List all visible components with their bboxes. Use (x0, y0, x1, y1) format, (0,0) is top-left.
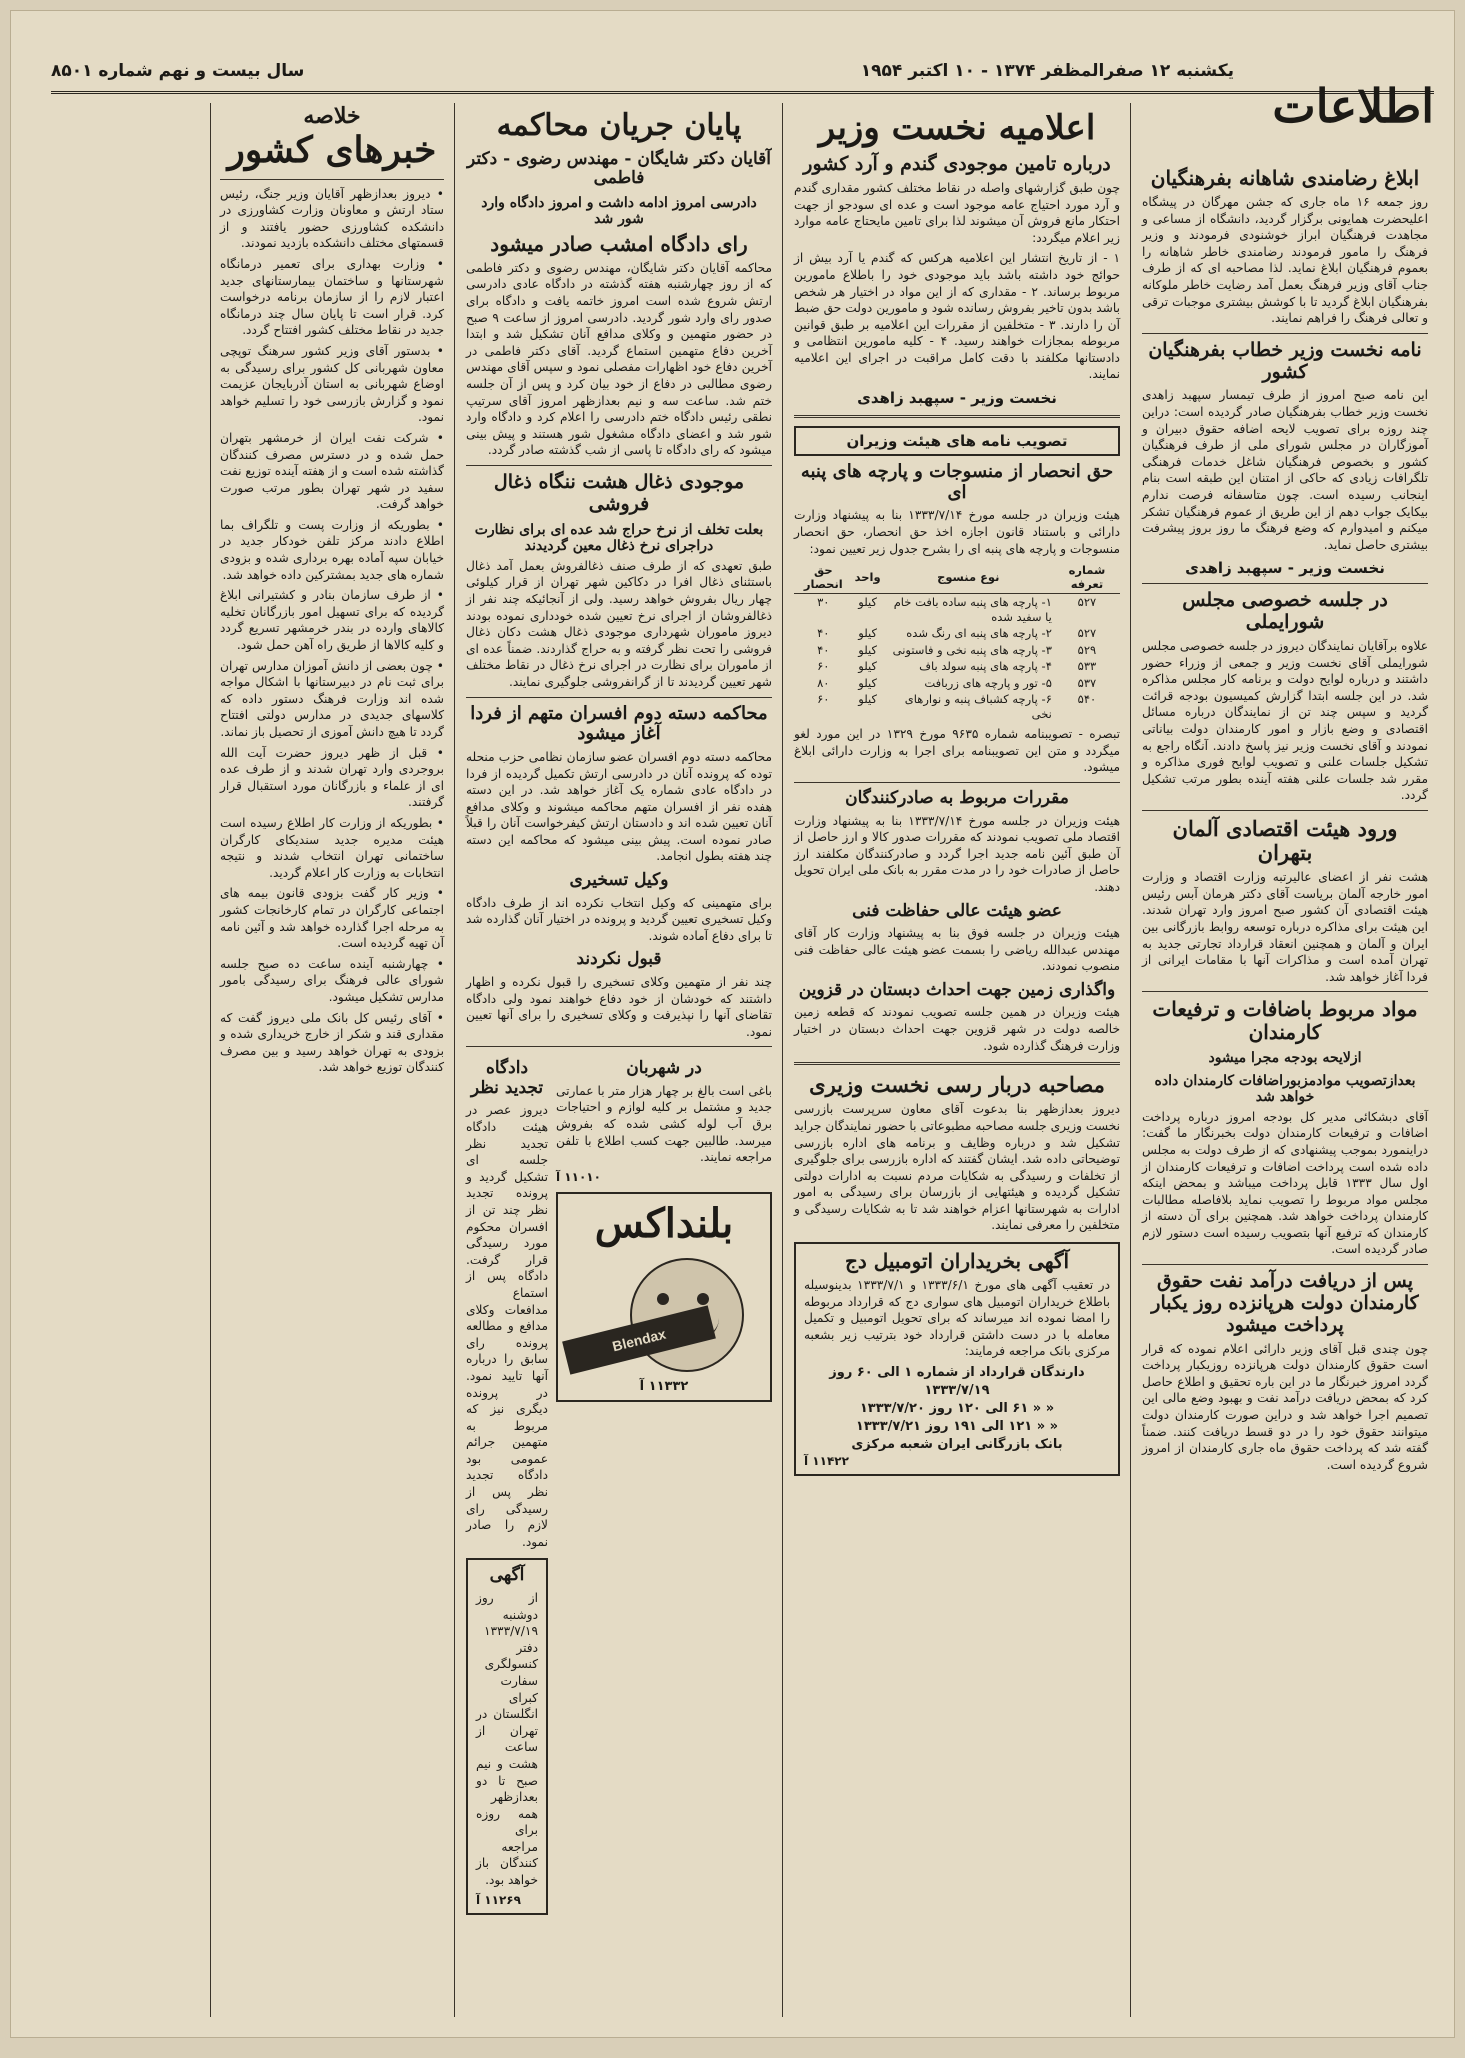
subheadline: ازلایحه بودجه مجرا میشود (1208, 1050, 1362, 1067)
newspaper-brand: اطلاعات (1272, 79, 1434, 133)
column-rule (782, 103, 783, 2017)
table-cell: ۵۳۳ (1077, 659, 1097, 674)
headline-shemiran: در شهربان (626, 1058, 702, 1079)
table-cell: ۴۰ (817, 642, 830, 657)
table-row (794, 691, 1120, 722)
ad-code: ۱۱۴۲۲ آ (804, 1454, 849, 1469)
table-cell: ۵- تور و پارچه های زربافت (924, 675, 1052, 690)
headline-appeal-court: دادگاه تجدید نظر (470, 1058, 544, 1098)
table-cell: ۵۲۷ (1077, 626, 1097, 641)
table-cell: کیلو (858, 642, 877, 657)
lower-right (556, 1053, 772, 1922)
table-row (794, 675, 1120, 692)
table-cell: ۳- پارچه های پنبه نخی و فاستونی (892, 642, 1052, 657)
subheadline: درباره تامین موجودی گندم و آرد کشور (803, 153, 1111, 176)
ad-code: ۱۱۲۶۹ آ (476, 1892, 521, 1907)
section-label: خلاصه (303, 103, 361, 129)
table-row (794, 625, 1120, 642)
divider (1142, 810, 1428, 811)
subheadline: رای دادگاه امشب صادر میشود (490, 231, 748, 256)
column-3 (460, 103, 778, 2017)
ad-line: « « ۶۱ الی ۱۲۰ روز ۱۳۳۳/۷/۲۰ (859, 1401, 1055, 1417)
article-body: ۱ - از تاریخ انتشار این اعلامیه هرکس که گندم یا آرد بیش از حوائج خود داشته باشد باید موجودی خود را باطلاع مامورین مربوط برساند. ۲ - مقداری که از این مواد در اختیار هر شخص باشد بدون تاخیر بفروش رسانده شود و مامورین دولت حق ضبط آن را دارند. ۳ - متخلفین از مقررات این اعلامیه بر طبق قوانین مربوطه بمجازات خواهند رسید. ۴ - کلیه مامورین انتظامی و دادستانها مکلفند با دقت کامل مراقبت در اجرای این اعلامیه نمایند. (794, 251, 1120, 382)
table-cell: کیلو (858, 595, 877, 610)
article-body: این نامه صبح امروز از طرف تیمسار سپهبد زاهدی نخست وزیر خطاب بفرهنگیان صادر گردیده است: دراین چند روزه برای تصویب لایحه اضافه حقوق دبیران و آموزگاران در مجلس شورای ملی از طرف فرهنگیان کشور و بخصوص فرهنگیان شاغل خدمات فرهنگی تلگرافات زیادی که حاکی از امتنان این طبقه است بنام اینجانب رسیده است. چون متاسفانه فرصت ندارم بیکایک جواب دهم از این طریق از عموم فرهنگیان تشکر میکنم و امیدوارم که وضع فرهنگ ما روز بروز پیشرفت بیشتری حاصل نماید. (1142, 388, 1428, 552)
article-body: محاکمه دسته دوم افسران عضو سازمان نظامی حزب منحله توده که پرونده آنان در دادرسی ارتش تکمیل گردیده از فردا در دادگاه عادی شماره یک آغاز خواهد شد. در این دسته هفده نفر از افسران متهم محاکمه میشوند و وکلای مدافع آنان تعیین شده اند و دادستان ارتش کیفرخواست آنان را قبلاً صادر نموده است. پیش بینی میشود که محاکمه این دسته چند هفته بطول انجامد. (466, 749, 772, 864)
issue-line: سال بیست و نهم شماره ۸۵۰۱ (51, 61, 305, 81)
ad-body: از روز دوشنبه ۱۳۳۳/۷/۱۹ دفتر کنسولگری سفارت کبرای انگلستان در تهران از ساعت هشت و نیم صبح تا دو بعدازظهر همه روزه برای مراجعه کنندگان باز خواهد بود. (476, 1590, 538, 1888)
blendax-logo: بلنداکس (594, 1199, 734, 1247)
table-cell: ۲- پارچه های پنبه ای رنگ شده (906, 626, 1052, 641)
headline-employee-raises: مواد مربوط باضافات و ترفیعات کارمندان (1152, 997, 1418, 1045)
ad-line: دارندگان قرارداد از شماره ۱ الی ۶۰ روز ۱۳۳۳/۷/۱۹ (829, 1365, 1085, 1399)
headline-salary-payment: پس از دریافت درآمد نفت حقوق کارمندان دولت هرپانزده روز یکبار پرداخت میشود (1151, 1270, 1419, 1336)
article-body: چند نفر از متهمین وکلای تسخیری را قبول نکرده و اظهار داشتند که خودشان از خود دفاع خواهند نمود ولی دادگاه تقاضای آنها را نپذیرفت و وکلای تسخیری را برای آنها تعیین نمود. (466, 974, 772, 1039)
smiling-face-illustration (564, 1253, 764, 1373)
news-item: • بدستور آقای وزیر کشور سرهنگ توپچی معاون شهربانی کل کشور برای رسیدگی به اوضاع شهربانی به استان آذربایجان عزیمت نمود و گزارش بازرسی خود را تسلیم خواهد نمود. (220, 343, 444, 426)
eye-icon (657, 1293, 669, 1305)
article-body: برای متهمینی که وکیل انتخاب نکرده اند از طرف دادگاه وکیل تسخیری تعیین گردید و پرونده در اختیار آنان گذارده شد تا برای دفاع آماده شوند. (466, 895, 772, 943)
divider (220, 179, 444, 180)
article-body: هشت نفر از اعضای عالیرتبه وزارت اقتصاد و وزارت امور خارجه آلمان بریاست آقای دکتر هرمان آبس رئیس هیئت اقتصادی آن کشور صبح امروز وارد تهران شدند. این هیئت برای مذاکره درباره توسعه روابط بازرگانی بین ایران و آلمان و همچنین انعقاد قرارداد تجارتی جدید به تهران آمده است و مذاکرات آنها با مقامات ایرانی از فردا آغاز خواهد شد. (1142, 870, 1428, 984)
table-cell: ۴۰ (817, 626, 830, 641)
article-body: دیروز عصر در هیئت دادگاه تجدید نظر جلسه ای تشکیل گردید و پرونده تجدید نظر چند تن از افسران محکوم مورد رسیدگی قرار گرفت. دادگاه پس از استماع مدافعات وکلای مدافع و مطالعه پرونده رای سابق را درباره آنها تایید نمود. در پرونده دیگری نیز که مربوط به متهمین جرائم عمومی بود دادگاه تجدید نظر پس از رسیدگی رای لازم را صادر نمود. (466, 1103, 548, 1549)
divider (794, 1062, 1120, 1065)
subheadline: دادرسی امروز ادامه داشت و امروز دادگاه وارد شور شد (481, 194, 757, 227)
date-line: یکشنبه ۱۲ صفرالمظفر ۱۳۷۴ - ۱۰ اکتبر ۱۹۵۴ (860, 61, 1234, 81)
news-item: • بطوریکه از وزارت کار اطلاع رسیده است هیئت مدیره جدید سندیکای کارگران ساختمانی تهران انتخاب شدند و نتیجه انتخابات به وزارت کار اعلام گردید. (220, 815, 444, 881)
ad-title: آگهی (489, 1565, 525, 1586)
article-body: دیروز بعدازظهر بنا بدعوت آقای معاون سرپرست بازرسی نخست وزیری جلسه مصاحبه مطبوعاتی با حضور نمایندگان جراید تشکیل شد و درباره وظایف و برنامه های اداره بازرسی توضیحاتی داده شد. ایشان گفتند که اداره بازرسی برای جلوگیری از تخلفات و رسیدگی به شکایات مردم نسبت به ادارات دولتی تشکیل گردیده و هیئتهایی از بازرسان برای رسیدگی به امور ادارات به شهرستانها اعزام خواهند شد تا به شکایات رسیدگی و متخلفین را معرفی نمایند. (794, 1102, 1120, 1233)
table-cell: کیلو (858, 626, 877, 641)
ad-footer: بانک بازرگانی ایران شعبه مرکزی (851, 1437, 1063, 1453)
divider (794, 415, 1120, 418)
divider (1142, 991, 1428, 992)
blendax-advertisement (556, 1192, 772, 1402)
table-cell: ۳۰ (817, 595, 830, 610)
divider (466, 697, 772, 698)
headline-school-land: واگذاری زمین جهت احداث دبستان در قزوین (798, 979, 1116, 1000)
ad-title: آگهی بخریداران اتومبیل دج (844, 1249, 1070, 1274)
table-cell: ۱- پارچه های پنبه ساده بافت خام یا سفید شده (893, 595, 1052, 624)
news-item: • وزیر کار گفت بزودی قانون بیمه های اجتماعی کارگران در تمام کارخانجات کشور به مرحله اجرا گذارده خواهد شد و آئین نامه آن تهیه گردیده است. (220, 885, 444, 951)
ad-line: « « ۱۲۱ الی ۱۹۱ روز ۱۳۳۳/۷/۲۱ (855, 1419, 1059, 1435)
news-item: • بطوریکه از وزارت پست و تلگراف بما اطلاع دادند مرکز تلفن خودکار جدید در خیابان سپه آماده بهره برداری شده و بزودی شماره های جدید بمشترکین داده خواهد شد. (220, 517, 444, 583)
ad-code: ۱۱۰۱۰ آ (556, 1169, 601, 1184)
column-4 (214, 103, 450, 2017)
headline-safety-board: عضو هیئت عالی حفاظت فنی (852, 900, 1062, 921)
headline-trial-end: پایان جریان محاکمه (496, 108, 742, 143)
dodge-advertisement (794, 1242, 1120, 1476)
consulate-advertisement (466, 1558, 548, 1914)
divider (1142, 1264, 1428, 1265)
cabinet-decrees-box: تصویب نامه های هیئت وزیران (794, 426, 1120, 456)
table-cell: ۵۳۷ (1077, 675, 1097, 690)
article-body: هیئت وزیران در جلسه فوق بنا به پیشنهاد وزارت کار آقای مهندس عبدالله ریاضی را بسمت عضو هیئت عالی حفاظت فنی منصوب نمودند. (794, 926, 1120, 974)
article-body: باغی است بالغ بر چهار هزار متر با عمارتی جدید و مشتمل بر کلیه لوازم و احتیاجات برق آب لوله کشی شده که بفروش میرسد. طالبین جهت کسب اطلاع با تلفن مراجعه نمایند. (556, 1083, 772, 1165)
news-item: • چون بعضی از دانش آموزان مدارس تهران برای ثبت نام در دبیرستانها با اشکال مواجه شده اند وزارت فرهنگ دستور داده که کلاسهای جدیدی در مدارس دولتی افتتاح گردد تا هیچ دانش آموزی از تحصیل باز نماند. (220, 658, 444, 741)
news-item: • از طرف سازمان بنادر و کشتیرانی ابلاغ گردیده که برای تسهیل امور بازرگانان تخلیه کالاهای وارده در بندر خرمشهر تسریع گردد و کلیه کالاها از طریق راه آهن حمل شود. (220, 587, 444, 653)
table-header: شماره تعرفه (1054, 561, 1120, 594)
article-body: علاوه برآقایان نمایندگان دیروز در جلسه خصوصی مجلس شورایملی آقای نخست وزیر و جمعی از وزراء حضور داشتند و درباره لوایح دولت و برنامه کار مجلس مذاکره شد. در این جلسه ابتدا گزارش کمیسیون بودجه قرائت گردید و سپس چند تن از نمایندگان درباره مسائل اقتصادی و وضع بازار و امور کارمندان دولت بیاناتی نمودند و آقای نخست وزیر نیز پاسخ دادند. آنگاه راجع به تشکیل جلسات علنی و تصویب لوایح فوری مذاکره و مقرر شد جلسات علنی هفته آینده بطور مرتب تشکیل گردد. (1142, 639, 1428, 803)
table-cell: ۶۰ (817, 659, 830, 674)
table-cell: کیلو (858, 659, 877, 674)
article-body: طبق تعهدی که از طرف صنف ذغالفروش بعمل آمد ذغال باستثنای ذغال افرا در دکاکین شهر تهران از قرار کیلوئی چهار ریال بفروش خواهد رسید. ولی از آنجائیکه چند نفر از ذغالفروشان از اجرای نرخ تعیین شده خودداری نموده بودند دیروز ماموران شهرداری موجودی ذغال هشت دکان ذغال فروشی را تحت نظر گرفته و به حراج گذاردند. ضمناً عده ای از ماموران برای نظارت در اجرای نرخ ذغال در نقاط مختلف شهر تعیین گردیدند تا از گرانفروشی جلوگیری نمایند. (466, 558, 772, 689)
ad-body: در تعقیب آگهی های مورخ ۱۳۳۳/۶/۱ و ۱۳۳۳/۷/۱ بدینوسیله باطلاع خریداران اتومبیل های سواری دج که قرارداد مربوطه را امضا نموده اند میرساند که برای تحویل اتومبیل و تکمیل معامله با در دست داشتن قرارداد خود بترتیب زیر بشعبه مرکزی بانک مراجعه فرمایند: (804, 1278, 1110, 1359)
table-cell: ۶- پارچه کشباف پنبه و نوارهای نخی (904, 692, 1052, 721)
table-cell: ۵۴۰ (1077, 692, 1097, 707)
divider (1142, 583, 1428, 584)
newspaper-page (10, 10, 1455, 2038)
eye-icon (697, 1293, 709, 1305)
headline-parliament: در جلسه خصوصی مجلس شورایملی (1182, 589, 1388, 634)
divider (466, 465, 772, 466)
subheadline: بعلت تخلف از نرخ حراج شد عده ای برای نظارت دراجرای نرخ ذغال معین گردیدند (474, 521, 764, 554)
tariff-table (794, 561, 1120, 722)
headline-charcoal: موجودی ذغال هشت ننگاه ذغال فروشی (493, 470, 745, 515)
table-header: حق انحصار (794, 561, 853, 594)
column-rule (1130, 103, 1131, 2017)
lower-section (466, 1053, 772, 1922)
column-rule (210, 103, 211, 2017)
headline-inspection-interview: مصاحبه دربار رسی نخست وزیری (809, 1072, 1105, 1098)
lower-left (466, 1053, 548, 1922)
signature: نخست وزیر - سپهبد زاهدی (1185, 559, 1385, 578)
table-cell: ۵۲۹ (1077, 642, 1097, 657)
article-note: تبصره - تصویبنامه شماره ۹۶۳۵ مورخ ۱۳۲۹ در این مورد لغو میگردد و متن این تصویبنامه برای اجرا به وزارت دارائی ابلاغ میشود. (794, 727, 1121, 775)
table-cell: کیلو (858, 692, 877, 707)
news-item: • چهارشنبه آینده ساعت ده صبح جلسه شورای عالی فرهنگ برای رسیدگی بامور مدارس تشکیل میشود. (220, 956, 444, 1006)
headline-assigned-lawyer: وکیل تسخیری (569, 870, 669, 891)
signature: نخست وزیر - سپهبد زاهدی (857, 389, 1057, 408)
divider (1142, 333, 1428, 334)
article-body: چون چندی قبل آقای وزیر دارائی اعلام نموده که قرار است حقوق کارمندان دولت هرپانزده روزیکبار پرداخت گردد امروز خبرنگار ما در این باره تحقیق و اطلاع حاصل کرد که بمحض دریافت درآمد نفت و بهبود وضع مالی این تصمیم اجرا خواهد شد و دراین صورت کارمندان دولت میتوانند حقوق خود را در دو قسط دریافت کنند. ضمناً گفته شد که پرداخت حقوق ماه جاری کارمندان از امروز شروع گردیده است. (1142, 1341, 1428, 1472)
table-cell: کیلو (858, 675, 877, 690)
section-title: خبرهای کشور (227, 129, 437, 171)
table-header: واحد (853, 561, 883, 594)
article-body: چون طبق گزارشهای واصله در نقاط مختلف کشور مقداری گندم و آرد مورد احتیاج عامه موجود است و عده ای سودجو از جهت احتکار مانع فروش آن میشوند لذا برای تامین مایحتاج عامه موارد زیر اعلام میگردد: (794, 180, 1120, 245)
subheadline: بعدازتصویب موادمزبوراضافات کارمندان داده خواهد شد (1154, 1072, 1416, 1105)
article-body: آقای دبشکائی مدیر کل بودجه امروز درباره پرداخت اضافات و ترفیعات کارمندان دولت بخبرنگار ما گفت: دراینمورد بموجب پیشنهادی که از طرف دولت به مجلس داده شده است پرداخت اضافات و ترفیعات کارمندان از اول سال ۱۳۳۳ قابل پرداخت میباشد و بمحض اینکه مجلس مواد مربوط را تصویب نماید بلافاصله مطالبات کارمندان پرداخت خواهد شد. همچنین برای آن دسته از کارمندان که ترفیع آنها بتصویب رسیده است دستور لازم صادر گردیده است. (1142, 1109, 1429, 1257)
headline-officers-trial: محاکمه دسته دوم افسران متهم از فردا آغاز میشود (470, 702, 768, 745)
table-cell: ۸۰ (817, 675, 830, 690)
headline-pm-letter: نامه نخست وزیر خطاب بفرهنگیان کشور (1148, 338, 1422, 383)
news-item: • دیروز بعدازظهر آقایان وزیر جنگ، رئیس ستاد ارتش و معاونان وزارت کشاورزی در دانشکده کشاورزی حضور یافتند و از قسمتهای مختلف دانشکده بازدید نمودند. (220, 186, 444, 252)
ad-code: ۱۱۳۳۲ آ (639, 1378, 689, 1394)
headline-textile-monopoly: حق انحصار از منسوجات و پارچه های پنبه ای (800, 461, 1114, 503)
toothpaste-tube: Blendax (562, 1305, 716, 1374)
article-body: روز جمعه ۱۶ ماه جاری که جشن مهرگان در پیشگاه اعلیحضرت همایونی برگزار گردید، دانشگاه از مساعی و مجاهدت فرهنگیان ابراز خوشنودی فرمودند و وزیر فرهنگ را مامور فرمودند رضامندی خاطر شاهانه را بعموم فرهنگیان ابلاغ نماید. لذا مصاحبه ای که از طرف جناب آقای وزیر فرهنگ بعمل آمد رضایت خاطر ملوکانه بفرهنگیان ابلاغ گردید تا با کوشش بیشتری موجبات ترقی و تعالی فرهنگ را فراهم نمایند. (1142, 195, 1428, 326)
news-item: • قبل از ظهر دیروز حضرت آیت الله بروجردی وارد تهران شدند و از طرف عده ای از علماء و بازرگانان مورد استقبال قرار گرفتند. (220, 745, 444, 811)
headline-pm-announcement: اعلامیه نخست وزیر (818, 108, 1096, 148)
column-2 (788, 103, 1126, 2017)
table-cell: ۵۲۷ (1077, 595, 1097, 610)
divider (466, 1046, 772, 1047)
news-item: • شرکت نفت ایران از خرمشهر بتهران حمل شده و در دسترس مصرف کنندگان گذاشته شده است و از هفته آینده توزیع نفت سفید در شهر تهران بطور مرتب صورت خواهد گرفت. (220, 430, 444, 513)
article-body: هیئت وزیران در جلسه مورخ ۱۳۳۳/۷/۱۴ بنا به پیشنهاد وزارت اقتصاد ملی تصویب نمودند که مقررات صدور کالا و ارز حاصل از آن طبق آئین نامه جدید اجرا گردد و صادرکنندگان مکلفند ارز حاصل از صادرات خود را در مدت مقرر به بانک ملی ایران تحویل دهند. (794, 813, 1120, 894)
headline-exporters: مقررات مربوط به صادرکنندگان (845, 788, 1069, 808)
subheadline: آقایان دکتر شایگان - مهندس رضوی - دکتر فاطمی (467, 148, 771, 189)
headline-refused: قبول نکردند (576, 949, 662, 970)
article-body: هیئت وزیران در جلسه مورخ ۱۳۳۳/۷/۱۴ بنا به پیشنهاد وزارت دارائی و باستناد قانون اجازه اخذ حق انحصار، حق انحصار منسوجات و پارچه های پنبه ای را بشرح جدول زیر تعیین نمود: (794, 508, 1120, 556)
article-body: هیئت وزیران در همین جلسه تصویب نمودند که قطعه زمین خالصه دولت در شهر قزوین جهت احداث دبستان در اختیار وزارت فرهنگ گذارده شود. (794, 1005, 1120, 1053)
table-cell: ۴- پارچه های پنبه سولد باف (919, 659, 1052, 674)
news-item: • وزارت بهداری برای تعمیر درمانگاه شهرستانها و ساختمان بیمارستانهای جدید اعتبار لازم را از سازمان برنامه درخواست کرد. قرار است تا پایان سال چند درمانگاه جدید در نقاط مختلف کشور افتتاح گردد. (220, 256, 444, 339)
column-1 (1136, 161, 1434, 2017)
article-body: محاکمه آقایان دکتر شایگان، مهندس رضوی و دکتر فاطمی که از روز چهارشنبه هفته گذشته در دادگاه عادی دادرسی ارتش شروع شده است امروز خاتمه یافت و دادگاه برای صدور رای وارد شور گردید. دادرسی امروز از ساعت ۹ صبح در حضور متهمین و وکلای مدافع آنان تشکیل شد و ابتدا آخرین دفاع متهمین استماع گردید. آقای دکتر فاطمی در آخرین دفاع خود اظهارات مفصلی نمود و سپس آقای مهندس رضوی مطالبی در دفاع از خود بیان کرد و پس از آن جلسه ختم شد. ساعت سه و نیم بعدازظهر امروز آقای سرتیپ نطقی رئیس دادگاه ختم دادرسی را اعلام کرد و دادگاه وارد شور شد و اعضای دادگاه مشغول شور هستند و پیش بینی میشود که رای دادگاه تا پاسی از شب گذشته صادر گردد. (466, 260, 772, 458)
divider (794, 782, 1120, 783)
table-row (794, 642, 1120, 659)
table-cell: ۶۰ (817, 692, 830, 707)
column-rule (454, 103, 455, 2017)
table-row (794, 658, 1120, 675)
table-row (794, 594, 1120, 626)
table-header: نوع منسوج (883, 561, 1054, 594)
headline-german-delegation: ورود هیئت اقتصادی آلمان بتهران (1172, 816, 1398, 866)
headline-royal-message: ابلاغ رضامندی شاهانه بفرهنگیان (1150, 166, 1420, 190)
news-item: • آقای رئیس کل بانک ملی دیروز گفت که مقداری قند و شکر از خارج خریداری شده و بزودی به تهران خواهد رسید و بین مصرف کنندگان توزیع خواهد شد. (220, 1010, 444, 1076)
